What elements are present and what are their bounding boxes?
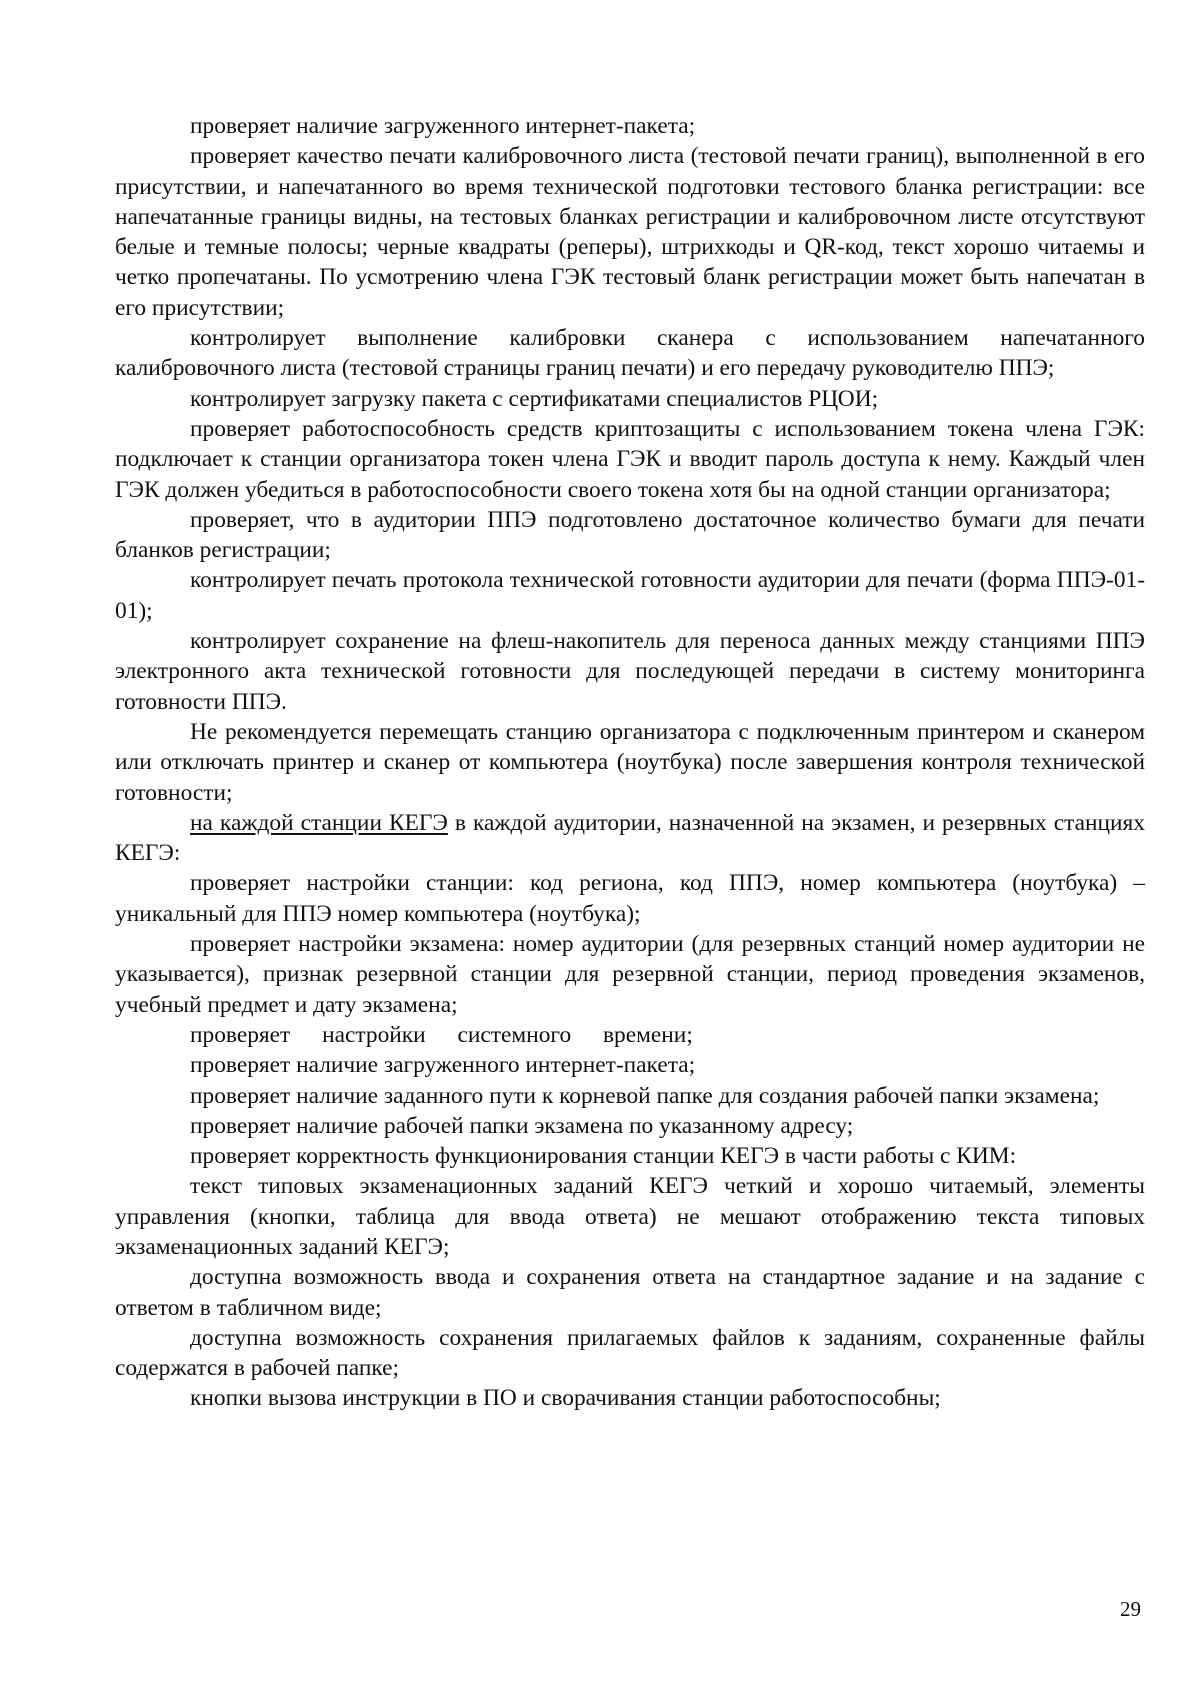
paragraph-certificates: контролирует загрузку пакета с сертификатами специалистов РЦОИ; (190, 385, 879, 412)
paragraph-recommendation: Не рекомендуется перемещать станцию организатора с подключенным принтером и сканером или отключать принтер и сканер от компьютера (ноутбука) после завершения контроля технической готовности; (115, 718, 1145, 806)
paragraph-root-folder-path: проверяет наличие заданного пути к корневой папке для создания рабочей папки экзамена; (190, 1082, 1100, 1109)
paragraph-internet-package-2: проверяет наличие загруженного интернет-пакета; (190, 1052, 696, 1079)
paragraph-scanner-calibration: контролирует выполнение калибровки сканера с использованием напечатанного калибровочного листа (тестовой страницы границ печати) и его передачу руководителю ППЭ; (115, 325, 1145, 382)
paragraph-paper-supply: проверяет, что в аудитории ППЭ подготовлено достаточное количество бумаги для печати бланков регистрации; (115, 506, 1145, 564)
paragraph-print-quality: проверяет качество печати калибровочного листа (тестовой печати границ), выполненной в его присутствии, и напечатанного во время технической подготовки тестового бланка регистрации: все напечатанные границы видны, на тестовых бланках регистрации и калибровочном листе отсутствуют белые и темные полосы; черные квадраты (реперы), штрихкоды и QR-код, текст хорошо читаемы и четко пропечатаны. По усмотрению члена ГЭК тестовый бланк регистрации может быть напечатан в его присутствии; (115, 143, 1145, 321)
page-number: 29 (1120, 1597, 1141, 1621)
paragraph-exam-settings: проверяет настройки экзамена: номер аудитории (для резервных станций номер аудитории не указывается), признак резервной станции для резервной станции, период проведения экзаменов, учебный предмет и дату экзамена; (115, 931, 1145, 1018)
paragraph-kim-functioning: проверяет корректность функционирования станции КЕГЭ в части работы с КИМ: (190, 1143, 1017, 1170)
paragraph-answer-input: доступна возможность ввода и сохранения ответа на стандартное задание и на задание с ответом в табличном виде; (115, 1264, 1145, 1321)
paragraph-attached-files: доступна возможность сохранения прилагаемых файлов к заданиям, сохраненные файлы содержатся в рабочей папке; (115, 1324, 1145, 1382)
document-body (115, 111, 1145, 1414)
underlined-phrase: на каждой станции КЕГЭ (190, 809, 448, 836)
paragraph-kege-stations (115, 808, 1145, 869)
paragraph-working-folder: проверяет наличие рабочей папки экзамена по указанному адресу; (190, 1112, 854, 1139)
paragraph-readiness-protocol: контролирует печать протокола технической готовности аудитории для печати (форма ППЭ-01-01); (115, 567, 1145, 624)
paragraph-system-time: проверяет настройки системного времени; (190, 1021, 693, 1048)
paragraph-internet-package: проверяет наличие загруженного интернет-пакета; (190, 113, 696, 139)
station-heading-rest: в каждой аудитории, назначенной на экзамен, и резервных станциях КЕГЭ: (115, 809, 1145, 867)
paragraph-station-settings: проверяет настройки станции: код региона, код ППЭ, номер компьютера (ноутбука) – уникальный для ППЭ номер компьютера (ноутбука); (115, 870, 1145, 927)
paragraph-flash-drive: контролирует сохранение на флеш-накопитель для переноса данных между станциями ППЭ электронного акта технической готовности для последующей передачи в систему мониторинга готовности ППЭ. (115, 628, 1145, 715)
paragraph-crypto-token: проверяет работоспособность средств криптозащиты с использованием токена члена ГЭК: подключает к станции организатора токен члена ГЭК и вводит пароль доступа к нему. Каждый член ГЭК должен убедиться в работоспособности своего токена хотя бы на одной станции организатора; (115, 415, 1145, 503)
paragraph-task-text-readable: текст типовых экзаменационных заданий КЕГЭ четкий и хорошо читаемый, элементы управления (кнопки, таблица для ввода ответа) не мешают отображению текста типовых экзаменационных заданий КЕГЭ; (115, 1173, 1145, 1260)
paragraph-instruction-buttons: кнопки вызова инструкции в ПО и сворачивания станции работоспособны; (190, 1385, 941, 1412)
